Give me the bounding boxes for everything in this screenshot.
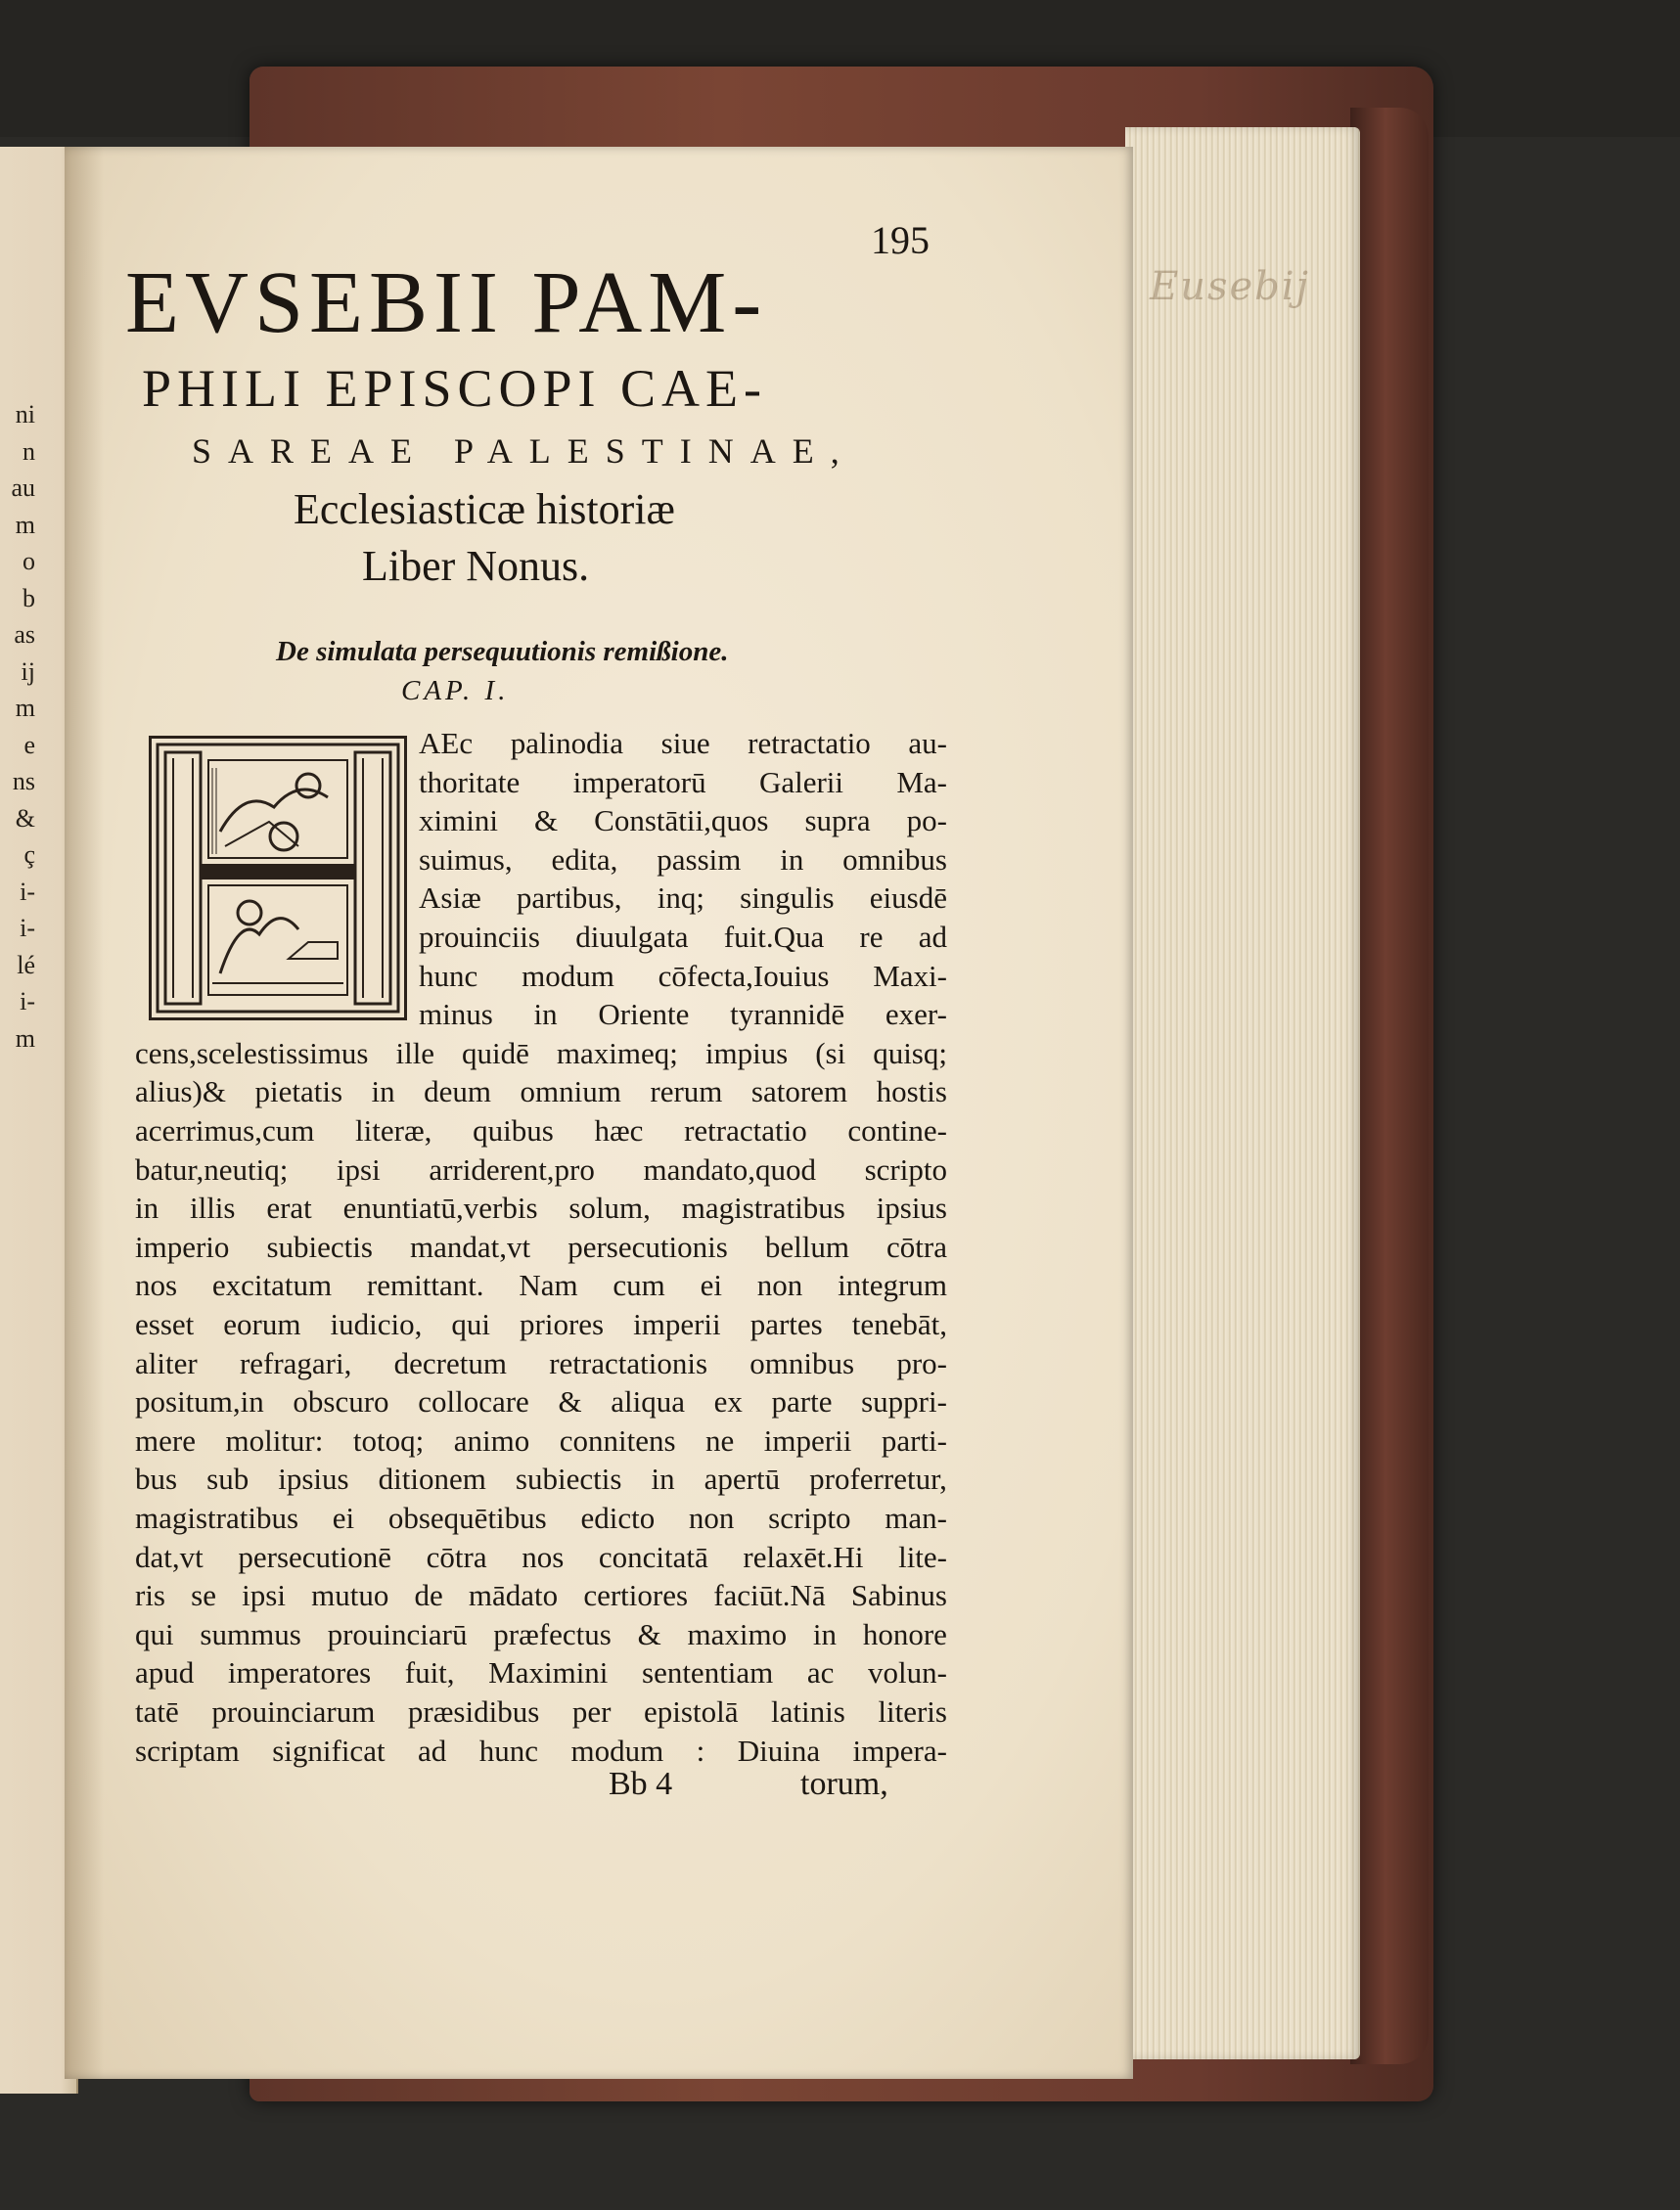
woodcut-initial-icon	[152, 739, 404, 1017]
body-line: batur,neutiq; ipsi arriderent,pro mandato,quod scripto	[135, 1151, 947, 1187]
margin-fragment: ij	[21, 656, 35, 686]
margin-fragment: e	[23, 730, 35, 759]
book-spine-edge	[1350, 108, 1429, 2064]
margin-fragment: m	[15, 694, 35, 722]
page-number: 195	[871, 218, 930, 262]
body-line: cens,scelestissimus ille quidē maximeq; impius (si quisq;	[135, 1035, 947, 1070]
body-line: suimus, edita, passim in omnibus	[419, 841, 947, 877]
margin-fragment: &	[15, 803, 35, 833]
margin-fragment: b	[23, 583, 35, 612]
body-line: in illis erat enuntiatū,verbis solum, magistratibus ipsius	[135, 1191, 947, 1226]
body-line: aliter refragari, decretum retractationis omnibus pro-	[135, 1345, 947, 1380]
margin-fragment: lé	[17, 950, 35, 979]
title-line-1: EVSEBII PAM-	[125, 254, 768, 351]
margin-fragment: ç	[23, 840, 35, 869]
body-line: minus in Oriente tyrannidē exer-	[419, 997, 947, 1032]
previous-page-text-fragments	[0, 396, 35, 1057]
margin-fragment: m	[15, 1023, 35, 1053]
gutter-shadow	[65, 147, 104, 2079]
body-line: qui summus prouinciarū præfectus & maximo in honore	[135, 1616, 947, 1651]
title-line-5: Liber Nonus.	[362, 542, 590, 590]
chapter-number: CAP. I.	[401, 675, 510, 706]
body-line: nos excitatum remittant. Nam cum ei non integrum	[135, 1268, 947, 1303]
body-line: bus sub ipsius ditionem subiectis in apertū proferretur,	[135, 1462, 947, 1497]
body-line: thoritate imperatorū Galerii Ma-	[419, 764, 947, 799]
title-line-4: Ecclesiasticæ historiæ	[294, 485, 675, 533]
body-line: magistratibus ei obsequētibus edicto non scripto man-	[135, 1501, 947, 1535]
body-line: AEc palinodia siue retractatio au-	[419, 726, 947, 760]
page-edges	[1125, 127, 1360, 2059]
body-line: esset eorum iudicio, qui priores imperii partes tenebāt,	[135, 1307, 947, 1341]
margin-fragment: i-	[20, 877, 35, 906]
body-line: apud imperatores fuit, Maximini sententiam ac volun-	[135, 1655, 947, 1691]
body-line: hunc modum cōfecta,Iouius Maxi-	[419, 958, 947, 993]
body-line: alius)& pietatis in deum omnium rerum satorem hostis	[135, 1074, 947, 1109]
decorated-initial-letter	[149, 736, 407, 1020]
catchword: torum,	[800, 1766, 888, 1802]
body-line: scriptam significat ad hunc modum : Diuina impera-	[135, 1733, 947, 1768]
body-line: Asiæ partibus, inq; singulis eiusdē	[419, 880, 947, 916]
chapter-heading: De simulata persequutionis remißione.	[276, 636, 729, 667]
body-line: acerrimus,cum literæ, quibus hæc retractatio contine-	[135, 1113, 947, 1148]
edge-inscription: Eusebij	[1150, 264, 1310, 309]
body-line: prouinciis diuulgata fuit.Qua re ad	[419, 920, 947, 954]
signature-mark: Bb 4	[609, 1766, 673, 1802]
margin-fragment: ni	[15, 400, 35, 428]
body-line: positum,in obscuro collocare & aliqua ex parte suppri-	[135, 1384, 947, 1420]
margin-fragment: au	[11, 474, 35, 502]
margin-fragment: o	[23, 547, 35, 575]
title-line-2: PHILI EPISCOPI CAE-	[142, 359, 768, 418]
title-line-3: SAREAE PALESTINAE,	[192, 431, 856, 471]
margin-fragment: as	[14, 620, 35, 649]
margin-fragment: n	[23, 436, 35, 466]
margin-fragment: i-	[20, 914, 35, 942]
body-line: ris se ipsi mutuo de mādato certiores faciūt.Nā Sabinus	[135, 1578, 947, 1613]
body-line: tatē prouinciarum præsidibus per epistolā latinis literis	[135, 1694, 947, 1729]
body-line: mere molitur: totoq; animo connitens ne imperii parti-	[135, 1422, 947, 1458]
margin-fragment: m	[15, 510, 35, 539]
body-line: ximini & Constātii,quos supra po-	[419, 803, 947, 838]
body-line: imperio subiectis mandat,vt persecutionis bellum cōtra	[135, 1229, 947, 1264]
margin-fragment: ns	[12, 767, 35, 795]
margin-fragment: i-	[20, 987, 35, 1015]
body-line: dat,vt persecutionē cōtra nos concitatā relaxēt.Hi lite-	[135, 1539, 947, 1574]
